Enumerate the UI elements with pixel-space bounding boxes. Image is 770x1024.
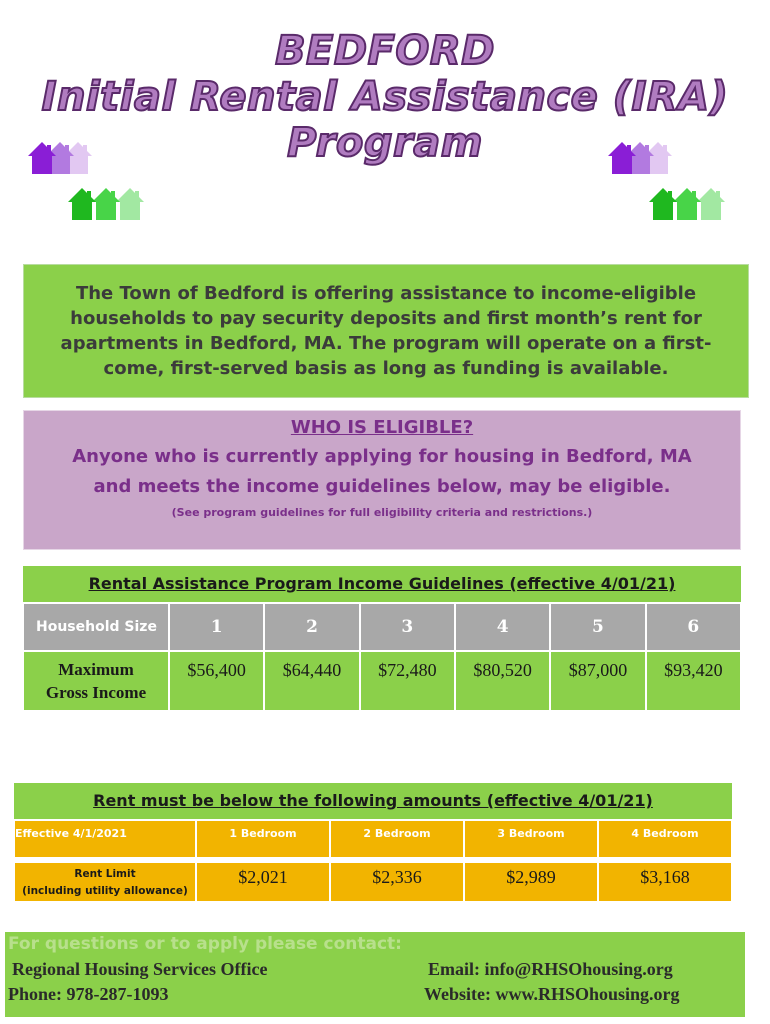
max-income-label-line-1: Maximum [58, 660, 134, 679]
income-table [23, 603, 741, 711]
houses-purple-left [27, 141, 99, 175]
rent-limit-label-line-1: Rent Limit [74, 868, 136, 880]
bedroom-cell: 3 Bedroom [464, 820, 598, 858]
contact-phone[interactable]: Phone: 978-287-1093 [8, 984, 169, 1004]
houses-purple-right [607, 141, 679, 175]
houses-green-left [67, 187, 149, 221]
eligibility-line-2: and meets the income guidelines below, may be eligible. [93, 476, 671, 497]
rent-table-title: Rent must be below the following amounts (effective 4/01/21) [14, 783, 732, 819]
house-icon [67, 187, 97, 221]
size-cell: 3 [360, 603, 455, 651]
contact-office: Regional Housing Services Office [12, 959, 268, 979]
income-table-title: Rental Assistance Program Income Guidelines (effective 4/01/21) [23, 566, 741, 602]
house-icon [27, 141, 57, 175]
eligibility-note: (See program guidelines for full eligibility criteria and restrictions.) [171, 506, 593, 519]
houses-green-right [648, 187, 730, 221]
house-icon [607, 141, 637, 175]
rent-table [14, 820, 732, 902]
income-cell: $93,420 [646, 651, 741, 711]
max-income-label [23, 651, 169, 711]
eligibility-box [23, 410, 741, 550]
contact-prompt: For questions or to apply please contact: [8, 934, 402, 954]
max-income-label-line-2: Gross Income [45, 683, 147, 702]
title-line-3: Program [287, 120, 483, 166]
income-cell: $64,440 [264, 651, 359, 711]
rent-row [14, 862, 732, 902]
rent-header-row [14, 820, 732, 858]
income-cell: $80,520 [455, 651, 550, 711]
rent-cell: $2,989 [464, 862, 598, 902]
rent-cell: $3,168 [598, 862, 732, 902]
contact-email[interactable]: Email: info@RHSOhousing.org [428, 959, 673, 979]
bedroom-cell: 2 Bedroom [330, 820, 464, 858]
bedroom-cell: 4 Bedroom [598, 820, 732, 858]
rent-limit-label [14, 862, 196, 902]
contact-website[interactable]: Website: www.RHSOhousing.org [424, 984, 680, 1004]
intro-text: The Town of Bedford is offering assistance to income-eligible households to pay security deposits and first month’s rent for apartments in Bedford, MA. The program will operate on a first-come, first-served basis as long as funding is available. [60, 283, 712, 379]
eligibility-heading: WHO IS ELIGIBLE? [290, 417, 474, 438]
title-line-2: Initial Rental Assistance (IRA) [41, 74, 729, 120]
contact-box [5, 932, 745, 1017]
effective-date-label: Effective 4/1/2021 [14, 820, 196, 858]
income-cell: $87,000 [550, 651, 645, 711]
size-cell: 6 [646, 603, 741, 651]
size-cell: 2 [264, 603, 359, 651]
intro-box [23, 264, 749, 398]
rent-cell: $2,336 [330, 862, 464, 902]
title-line-1: BEDFORD [275, 28, 495, 74]
size-cell: 5 [550, 603, 645, 651]
rent-limit-label-line-2: (including utility allowance) [22, 885, 188, 897]
size-cell: 1 [169, 603, 264, 651]
rent-cell: $2,021 [196, 862, 330, 902]
income-header-row [23, 603, 741, 651]
income-cell: $72,480 [360, 651, 455, 711]
size-cell: 4 [455, 603, 550, 651]
eligibility-line-1: Anyone who is currently applying for housing in Bedford, MA [72, 446, 692, 467]
income-row [23, 651, 741, 711]
bedroom-cell: 1 Bedroom [196, 820, 330, 858]
house-icon [648, 187, 678, 221]
household-size-label: Household Size [23, 603, 169, 651]
income-cell: $56,400 [169, 651, 264, 711]
